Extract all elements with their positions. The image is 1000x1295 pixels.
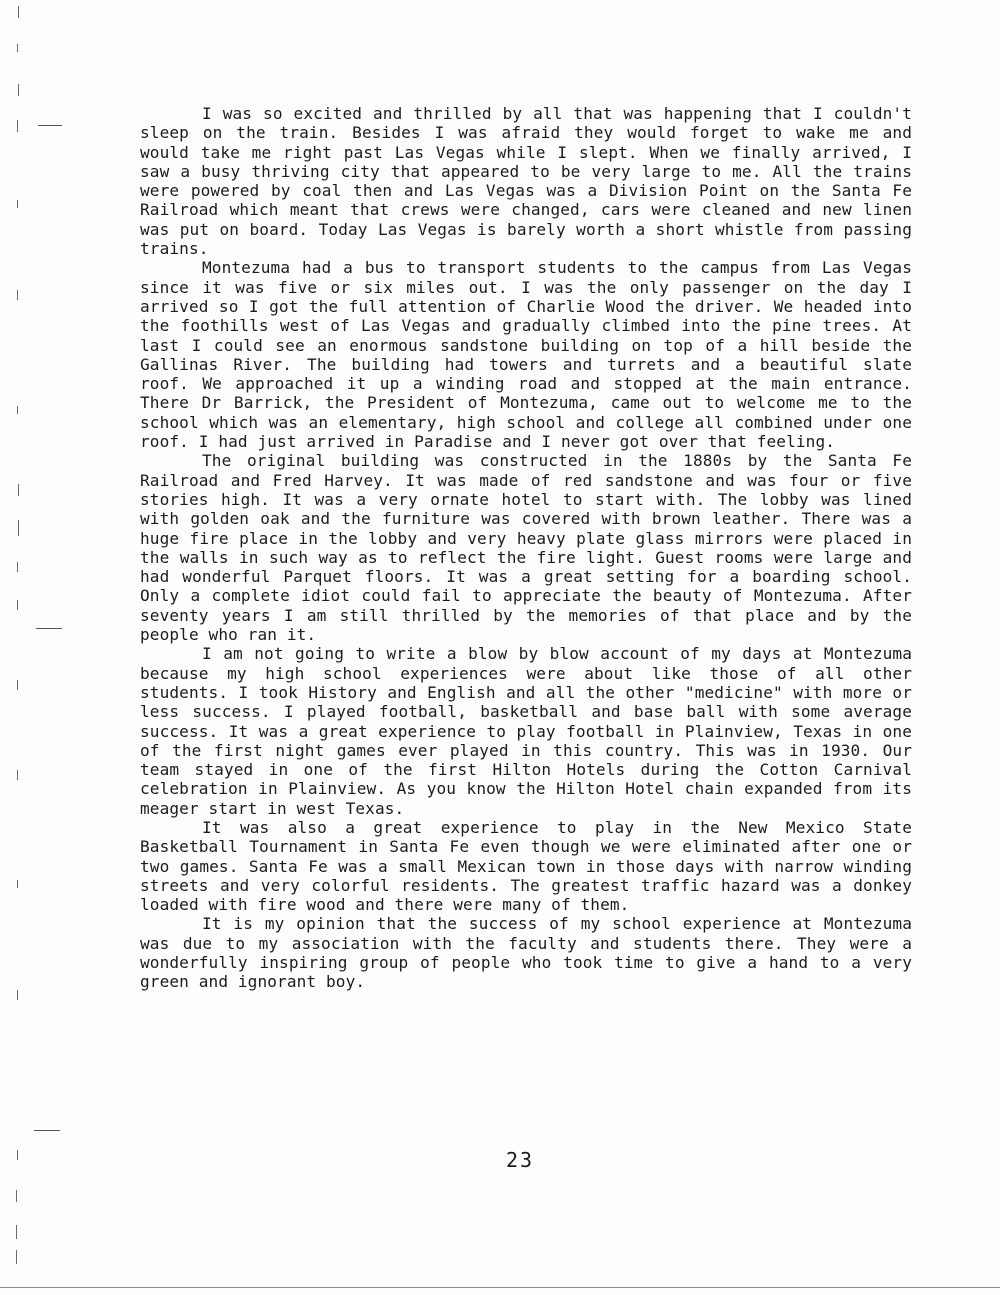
margin-mark bbox=[17, 200, 18, 208]
margin-mark bbox=[18, 520, 19, 536]
margin-dash bbox=[36, 628, 62, 629]
margin-mark bbox=[17, 880, 18, 888]
paragraph: Montezuma had a bus to transport students to the campus from Las Vegas since it was five or six miles out. I was the only passenger on the day I arrived so I got the full attention of Charlie Wood the driver. We headed into the foothills west of Las Vegas and gradually climbed into the pine trees. At last I could see an enormous sandstone building on top of a hill beside the Gallinas River. The building had towers and turrets and a beautiful slate roof. We approached it up a winding road and stopped at the main entrance. There Dr Barrick, the President of Montezuma, came out to welcome me to the school which was an elementary, high school and college all combined under one roof. I had just arrived in Paradise and I never got over that feeling. bbox=[140, 258, 912, 452]
margin-mark bbox=[18, 6, 19, 18]
paragraph: I was so excited and thrilled by all that was happening that I couldn't sleep on the train. Besides I was afraid they would forget to wake me and would take me right past Las Vegas while I slept. When we finally arrived, I saw a busy thriving city that appeared to be very large to me. All the trains were powered by coal then and Las Vegas was a Division Point on the Santa Fe Railroad which meant that crews were changed, cars were cleaned and new linen was put on board. Today Las Vegas is barely worth a short whistle from passing trains. bbox=[140, 104, 912, 259]
margin-mark bbox=[17, 770, 18, 780]
margin-mark bbox=[17, 562, 18, 572]
margin-dash bbox=[38, 125, 62, 126]
body-text bbox=[140, 104, 912, 992]
margin-dash bbox=[34, 1130, 60, 1131]
margin-mark bbox=[16, 1250, 17, 1264]
margin-mark bbox=[16, 1225, 17, 1239]
margin-mark bbox=[17, 44, 18, 52]
paragraph: It was also a great experience to play in the New Mexico State Basketball Tournament in Santa Fe even though we were eliminated after one or two games. Santa Fe was a small Mexican town in those days with narrow winding streets and very colorful residents. The greatest traffic hazard was a donkey loaded with fire wood and there were many of them. bbox=[140, 817, 912, 915]
margin-mark bbox=[17, 120, 18, 132]
margin-mark bbox=[17, 990, 18, 1000]
margin-mark bbox=[18, 484, 19, 496]
margin-mark bbox=[18, 84, 19, 96]
margin-mark bbox=[17, 290, 18, 300]
margin-mark bbox=[16, 1190, 17, 1202]
paragraph: The original building was constructed in the 1880s by the Santa Fe Railroad and Fred Harvey. It was made of red sandstone and was four or five stories high. It was a very ornate hotel to start with. The lobby was lined with golden oak and the furniture was covered with brown leather. There was a huge fire place in the lobby and very heavy plate glass mirrors were placed in the walls in such way as to reflect the fire light. Guest rooms were large and had wonderful Parquet floors. It was a great setting for a boarding school. Only a complete idiot could fail to appreciate the beauty of Montezuma. After seventy years I am still thrilled by the memories of that place and by the people who ran it. bbox=[140, 451, 912, 645]
scan-edge-line bbox=[0, 1287, 1000, 1288]
margin-mark bbox=[17, 680, 18, 690]
page-number: 23 bbox=[505, 1148, 535, 1172]
paragraph: I am not going to write a blow by blow account of my days at Montezuma because my high school experiences were about like those of all other students. I took History and English and all the other "medicine" with more or less success. I played football, basketball and base ball with some average success. It was a great experience to play football in Plainview, Texas in one of the first night games ever played in this country. This was in 1930. Our team stayed in one of the first Hilton Hotels during the Cotton Carnival celebration in Plainview. As you know the Hilton Hotel chain expanded from its meager start in west Texas. bbox=[140, 644, 912, 818]
margin-mark bbox=[17, 600, 18, 610]
margin-mark bbox=[17, 406, 18, 414]
paragraph: It is my opinion that the success of my school experience at Montezuma was due to my association with the faculty and students there. They were a wonderfully inspiring group of people who took time to give a hand to a very green and ignorant boy. bbox=[140, 914, 912, 992]
